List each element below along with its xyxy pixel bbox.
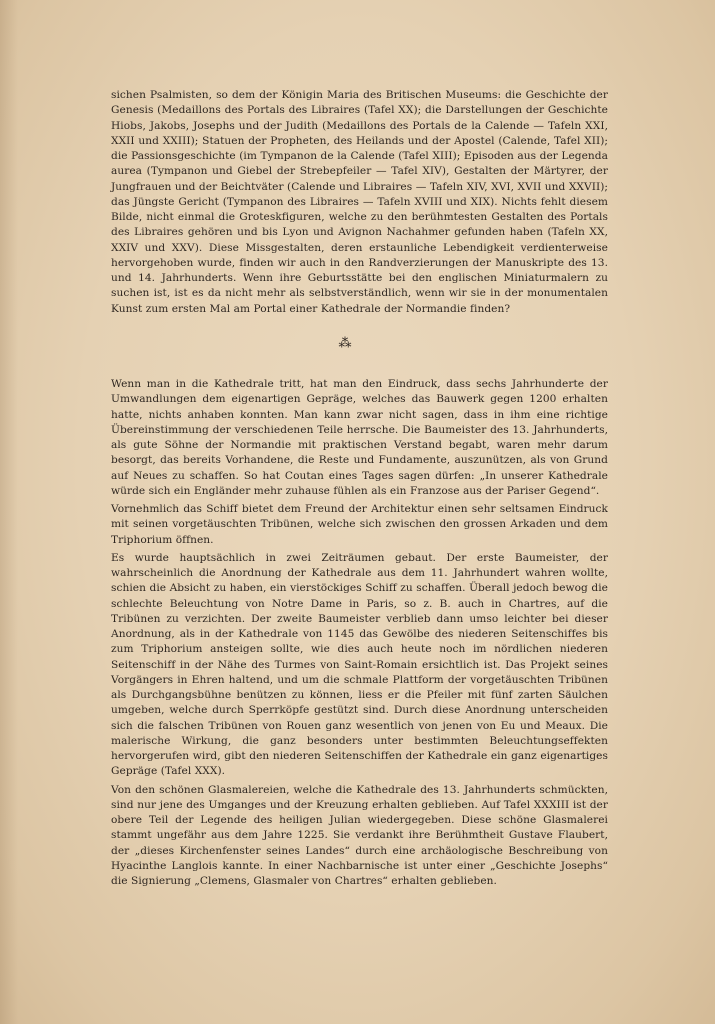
top-text-block xyxy=(111,88,608,317)
paragraph: Es wurde hauptsächlich in zwei Zeiträumen gebaut. Der erste Baumeister, der wahrscheinlich die Anordnung der Kathedrale aus dem 11. Jahrhundert wahren wollte, schien die Absicht zu haben, ein vierstöckiges Schiff zu schaffen. Überall jedoch bewog die schlechte Beleuchtung von Notre Dame in Paris, so z. B. auch in Chartres, auf die Tribünen zu verzichten. Der zweite Baumeister verblieb dann umso leichter bei dieser Anordnung, als in der Kathedrale von 1145 das Gewölbe des niederen Seitenschiffes bis zum Triphorium ansteigen sollte, wie dies auch heute noch im nördlichen niederen Seitenschiff in der Nähe des Turmes von Saint-Romain ersichtlich ist. Das Projekt seines Vorgängers in Ehren haltend, und um die schmale Plattform der vorgetäuschten Tribünen als Durchgangsbühne benützen zu können, liess er die Pfeiler mit fünf zarten Säulchen umgeben, welche durch Sperrköpfe gestützt sind. Durch diese Anordnung unterscheiden sich die falschen Tribünen von Rouen ganz wesentlich von jenen von Eu und Meaux. Die malerische Wirkung, die ganz besonders unter bestimmten Beleuchtungseffekten hervorgerufen wird, gibt den niederen Seitenschiffen der Kathedrale ein ganz eigenartiges Gepräge (Tafel XXX). xyxy=(111,551,608,778)
asterism-separator: ⁂ xyxy=(338,336,352,351)
paragraph: Von den schönen Glasmalereien, welche die Kathedrale des 13. Jahrhunderts schmückten, sind nur jene des Umganges und der Kreuzung erhalten geblieben. Auf Tafel XXXIII ist der obere Teil der Legende des heiligen Julian wiedergegeben. Diese schöne Glasmalerei stammt ungefähr aus dem Jahre 1225. Sie verdankt ihre Berühmtheit Gustave Flaubert, der „dieses Kirchenfenster seines Landes“ durch eine archäologische Beschreibung von Hyacinthe Langlois kannte. In einer Nachbarnische ist unter einer „Geschichte Josephs“ die Signierung „Clemens, Glasmaler von Chartres“ erhalten geblieben. xyxy=(111,783,608,887)
main-text-block xyxy=(111,377,608,889)
paragraph-continued: sichen Psalmisten, so dem der Königin Maria des Britischen Museums: die Geschichte der Genesis (Medaillons des Portals des Libraires (Tafel XX); die Darstellungen der Geschichte Hiobs, Jakobs, Josephs und der Judith (Medaillons des Portals de la Calende — Tafeln XXI, XXII und XXIII); Statuen der Propheten, des Heilands und der Apostel (Calende, Tafel XII); die Passionsgeschichte (im Tympanon de la Calende (Tafel XIII); Episoden aus der Legenda aurea (Tympanon und Giebel der Strebepfeiler — Tafel XIV), Gestalten der Märtyrer, der Jungfrauen und der Beichtväter (Calende und Libraires — Tafeln XIV, XVI, XVII und XXVII); das Jüngste Gericht (Tympanon des Libraires — Tafeln XVIII und XIX). Nichts fehlt diesem Bilde, nicht einmal die Groteskfiguren, welche zu den berühmtesten Gestalten des Portals des Libraires gehören und bis Lyon und Avignon Nachahmer gefunden haben (Tafeln XX, XXIV und XXV). Diese Missgestalten, deren erstaunliche Lebendigkeit verdienterweise hervorgehoben wurde, finden wir auch in den Randverzierungen der Manuskripte des 13. und 14. Jahrhunderts. Wenn ihre Geburtsstätte bei den englischen Miniaturmalern zu suchen ist, ist es da nicht mehr als selbstverständlich, wenn wir sie in der monumentalen Kunst zum ersten Mal am Portal einer Kathedrale der Normandie finden? xyxy=(111,89,608,315)
page-edge-shadow xyxy=(0,0,18,1024)
paragraph: Wenn man in die Kathedrale tritt, hat man den Eindruck, dass sechs Jahrhunderte der Umwandlungen dem eigenartigen Gepräge, welches das Bauwerk gegen 1200 erhalten hatte, nichts anhaben konnten. Man kann zwar nicht sagen, dass in ihm eine richtige Übereinstimmung der verschiedenen Teile herrsche. Die Baumeister des 13. Jahrhunderts, als gute Söhne der Normandie mit praktischen Verstand begabt, waren mehr darum besorgt, das bereits Vorhandene, die Reste und Fundamente, auszunützen, als von Grund auf Neues zu schaffen. So hat Coutan eines Tages sagen dürfen: „In unserer Kathedrale würde sich ein Engländer mehr zuhause fühlen als ein Franzose aus der Pariser Gegend“. xyxy=(111,378,608,497)
paragraph: Vornehmlich das Schiff bietet dem Freund der Architektur einen sehr seltsamen Eindruck mit seinen vorgetäuschten Tribünen, welche sich zwischen den grossen Arkaden und dem Triphorium öffnen. xyxy=(111,503,608,546)
